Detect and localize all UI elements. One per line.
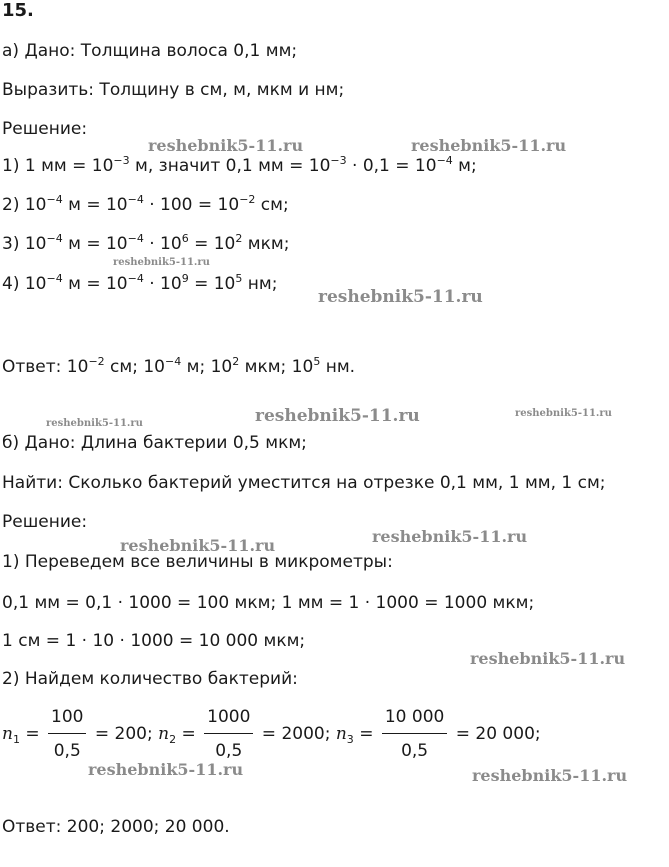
step4-a: 4) $10^{-4}$ $м = 10^{-4} \cdot 10^9 = 10^5$ нм; — [2, 272, 278, 294]
watermark: reshebnik5-11.ru — [148, 136, 304, 155]
fraction-2: $\frac{1000}{0,5}$ — [204, 703, 253, 765]
watermark: reshebnik5-11.ru — [88, 760, 244, 779]
watermark: reshebnik5-11.ru — [113, 257, 210, 268]
watermark: reshebnik5-11.ru — [120, 536, 276, 555]
step3-a: 3) $10^{-4}$ $м = 10^{-4} \cdot 10^6 = 10^2$ мкм; — [2, 232, 290, 254]
conversion-line-2: 1 см = 1 · 10 · 1000 = 10 000 мкм; — [2, 631, 306, 651]
given-a: а) Дано: Толщина волоса 0,1 мм; — [2, 41, 298, 61]
watermark: reshebnik5-11.ru — [515, 408, 612, 419]
watermark: reshebnik5-11.ru — [318, 287, 483, 307]
conversion-line-1: 0,1 мм = 0,1 · 1000 = 100 мкм; 1 мм = 1 · 1000 = 1000 мкм; — [2, 593, 535, 613]
solution-label-a: Решение: — [2, 119, 88, 139]
step2-a: 2) $10^{-4}$ $м = 10^{-4} \cdot 100 = 10^{-2}$ см; — [2, 193, 289, 215]
find-b: Найти: Сколько бактерий уместится на отрезке 0,1 мм, 1 мм, 1 см; — [2, 473, 606, 493]
watermark: reshebnik5-11.ru — [472, 766, 628, 785]
fraction-3: $\frac{10 000}{0,5}$ — [382, 703, 447, 765]
watermark: reshebnik5-11.ru — [411, 136, 567, 155]
express-a: Выразить: Толщину в см, м, мкм и нм; — [2, 80, 345, 100]
solution-label-b: Решение: — [2, 512, 88, 532]
step1-b: 1) Переведем все величины в микрометры: — [2, 552, 393, 572]
answer-a: Ответ: $10^{-2}$ см; $10^{-4}$ м; $10^2$ мкм; $10^5$ нм. — [2, 355, 356, 377]
watermark: reshebnik5-11.ru — [46, 418, 143, 429]
fraction-equations: $n_1$ = $\frac{100}{0,5}$ = 200; $n_2$ = $\frac{1000}{0,5}$ = 2000; $n_3$ = $\frac{10 000}{0,5}$ = 20 000; — [2, 703, 541, 765]
step1-a: 1) 1 мм = $10^{-3}$ м, значит 0,1 мм = $10^{-3} \cdot 0,1 = 10^{-4}$ м; — [2, 154, 477, 176]
problem-number: 15. — [2, 0, 34, 21]
given-b: б) Дано: Длина бактерии 0,5 мкм; — [2, 433, 307, 453]
fraction-1: $\frac{100}{0,5}$ — [48, 703, 86, 765]
watermark: reshebnik5-11.ru — [255, 406, 420, 426]
watermark: reshebnik5-11.ru — [470, 649, 626, 668]
step2-b: 2) Найдем количество бактерий: — [2, 669, 298, 689]
answer-b: Ответ: 200; 2000; 20 000. — [2, 817, 230, 837]
watermark: reshebnik5-11.ru — [372, 527, 528, 546]
